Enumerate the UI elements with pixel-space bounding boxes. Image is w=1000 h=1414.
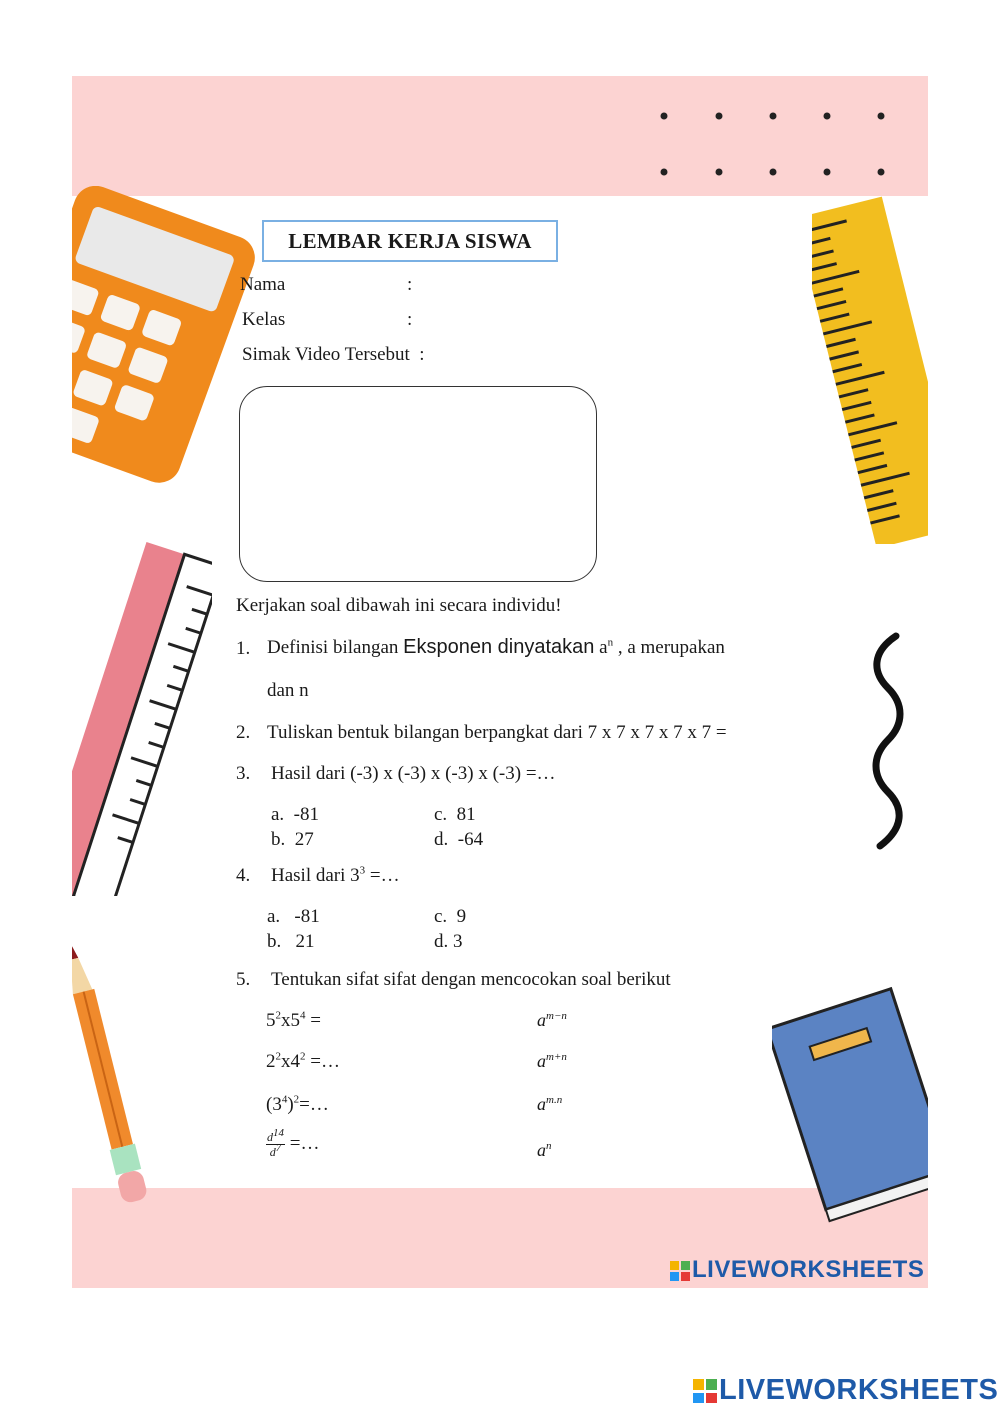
dots-decoration <box>652 106 892 186</box>
squiggle-decoration <box>868 632 908 852</box>
q4-option-d[interactable]: d. 3 <box>434 931 463 952</box>
field-nama-colon: : <box>407 274 413 295</box>
fraction: $\frac{d^{14}}{d^7}$ <box>267 1127 284 1159</box>
field-nama-label: Nama <box>240 274 286 295</box>
q5-right-item-1[interactable]: $a^{m-n}$ <box>537 1010 567 1030</box>
q3-option-d[interactable]: d. -64 <box>434 829 484 850</box>
video-prompt: Simak Video Tersebut : <box>242 344 425 365</box>
book-icon <box>772 976 928 1226</box>
logo-badge-icon <box>670 1261 690 1281</box>
q5-number: 5. <box>236 969 251 990</box>
field-kelas-colon: : <box>407 309 413 330</box>
video-placeholder-box[interactable] <box>239 386 597 582</box>
q5-text: Tentukan sifat sifat dengan mencocokan soal berikut <box>271 969 671 990</box>
worksheet-page <box>72 76 928 1288</box>
calculator-icon <box>72 186 262 496</box>
pink-ruler-icon <box>72 536 212 896</box>
q5-left-item-2[interactable]: $2^2x4^2$ =… <box>266 1050 340 1072</box>
field-kelas-label: Kelas <box>242 309 286 330</box>
q1-text-line2: dan n <box>267 680 309 701</box>
q4-text: Hasil dari $3^3$ =… <box>271 864 400 886</box>
worksheet-title: LEMBAR KERJA SISWA <box>262 220 558 262</box>
q3-option-a[interactable]: a. -81 <box>271 804 320 825</box>
q3-option-c[interactable]: c. 81 <box>434 804 476 825</box>
logo-badge-icon <box>693 1379 717 1403</box>
q1-number: 1. <box>236 638 251 659</box>
q5-right-item-4[interactable]: $a^n$ <box>537 1140 552 1160</box>
instruction-text: Kerjakan soal dibawah ini secara individu! <box>236 595 562 616</box>
q5-left-item-1[interactable]: $5^2x5^4$ = <box>266 1009 321 1031</box>
q5-left-item-3[interactable]: $(3^4)^2=\dots$ <box>266 1093 329 1115</box>
q4-option-a[interactable]: a. -81 <box>267 906 320 927</box>
q3-text: Hasil dari (-3) x (-3) x (-3) x (-3) =… <box>271 763 556 784</box>
q4-number: 4. <box>236 865 251 886</box>
liveworksheets-logo-outer: LIVEWORKSHEETS <box>693 1374 998 1407</box>
q5-right-item-3[interactable]: $a^{m.n}$ <box>537 1094 563 1114</box>
q4-option-c[interactable]: c. 9 <box>434 906 467 927</box>
q2-text: Tuliskan bentuk bilangan berpangkat dari 7 x 7 x 7 x 7 x 7 = <box>267 722 727 743</box>
yellow-ruler-icon <box>812 194 928 544</box>
q3-number: 3. <box>236 763 251 784</box>
q5-right-item-2[interactable]: $a^{m+n}$ <box>537 1051 567 1071</box>
q4-option-b[interactable]: b. 21 <box>267 931 315 952</box>
pencil-icon <box>72 926 162 1226</box>
q3-option-b[interactable]: b. 27 <box>271 829 314 850</box>
q2-number: 2. <box>236 722 251 743</box>
q1-text: Definisi bilangan Eksponen dinyatakan $a^n$ , a merupakan <box>267 636 725 658</box>
q5-left-item-4[interactable]: $\frac{d^{14}}{d^7}$ =… <box>267 1127 320 1159</box>
liveworksheets-logo-inner: LIVEWORKSHEETS <box>670 1256 924 1284</box>
